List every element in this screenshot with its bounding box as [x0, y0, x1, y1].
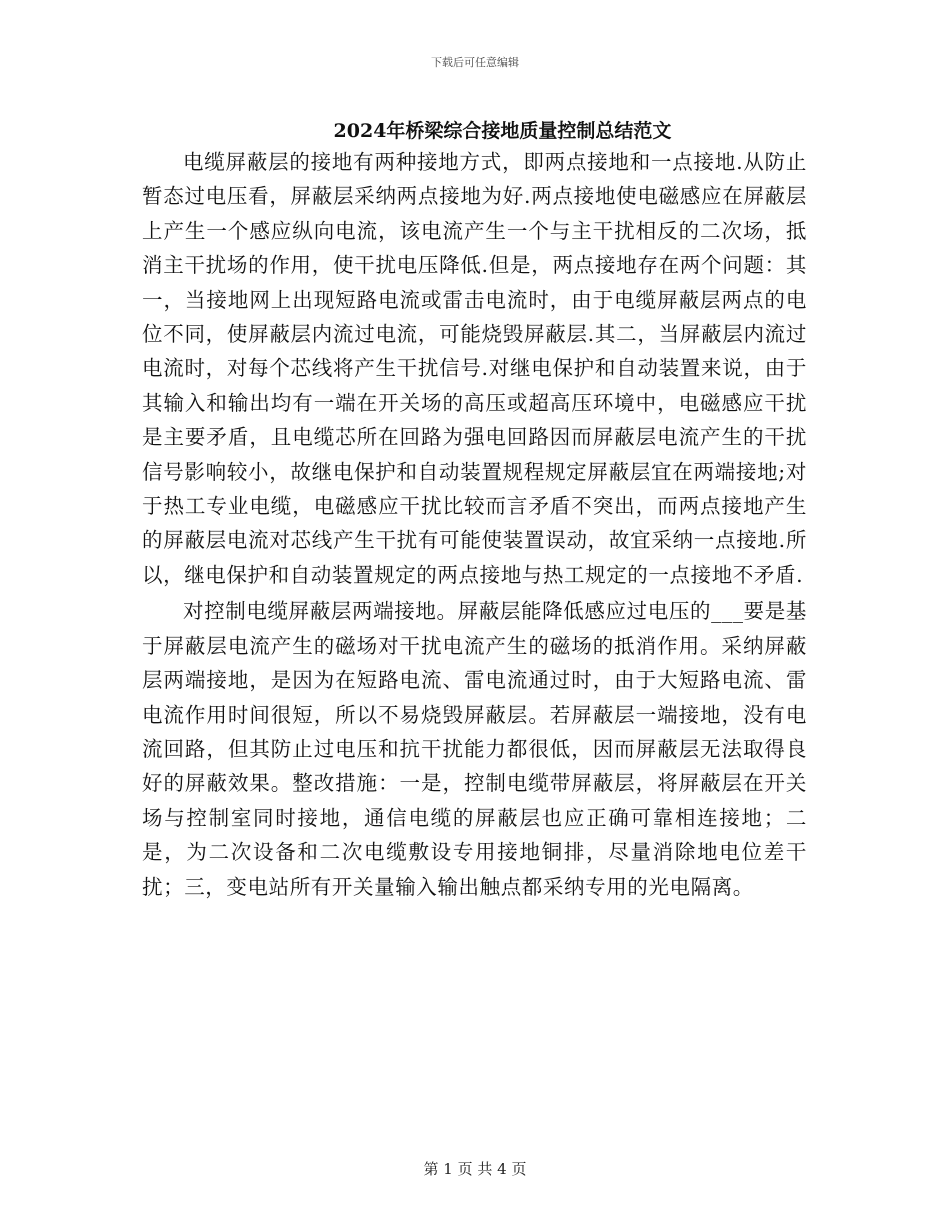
page-header-note: 下载后可任意编辑 [431, 56, 519, 69]
document-body [142, 145, 807, 906]
body-paragraph: 对控制电缆屏蔽层两端接地。屏蔽层能降低感应过电压的___要是基于屏蔽层电流产生的磁场对干扰电流产生的磁场的抵消作用。采纳屏蔽层两端接地，是因为在短路电流、雷电流通过时，由于大短路电流、雷电流作用时间很短，所以不易烧毁屏蔽层。若屏蔽层一端接地，没有电流回路，但其防止过电压和抗干扰能力都很低，因而屏蔽层无法取得良好的屏蔽效果。整改措施：一是，控制电缆带屏蔽层，将屏蔽层在开关场与控制室同时接地，通信电缆的屏蔽层也应正确可靠相连接地；二是，为二次设备和二次电缆敷设专用接地铜排，尽量消除地电位差干扰；三，变电站所有开关量输入输出触点都采纳专用的光电隔离。 [142, 599, 807, 899]
body-paragraph: 电缆屏蔽层的接地有两种接地方式，即两点接地和一点接地.从防止暂态过电压看，屏蔽层采纳两点接地为好.两点接地使电磁感应在屏蔽层上产生一个感应纵向电流，该电流产生一个与主干扰相反的二次场，抵消主干扰场的作用，使干扰电压降低.但是，两点接地存在两个问题：其一，当接地网上出现短路电流或雷击电流时，由于电缆屏蔽层两点的电位不同，使屏蔽层内流过电流，可能烧毁屏蔽层.其二，当屏蔽层内流过电流时，对每个芯线将产生干扰信号.对继电保护和自动装置来说，由于其输入和输出均有一端在开关场的高压或超高压环境中，电磁感应干扰是主要矛盾，且电缆芯所在回路为强电回路因而屏蔽层电流产生的干扰信号影响较小，故继电保护和自动装置规程规定屏蔽层宜在两端接地;对于热工专业电缆，电磁感应干扰比较而言矛盾不突出，而两点接地产生的屏蔽层电流对芯线产生干扰有可能使装置误动，故宜采纳一点接地.所以，继电保护和自动装置规定的两点接地与热工规定的一点接地不矛盾. [142, 150, 807, 587]
document-title: 2024年桥梁综合接地质量控制总结范文 [333, 120, 672, 142]
page-number: 第 1 页 共 4 页 [423, 1160, 527, 1178]
